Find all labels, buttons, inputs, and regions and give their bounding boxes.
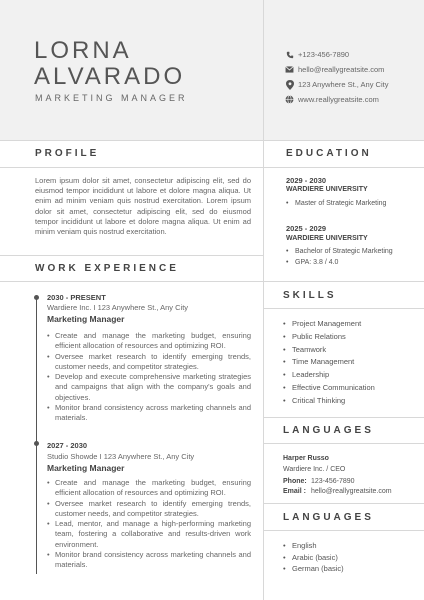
candidate-name <box>34 38 185 90</box>
contact-phone <box>285 50 349 59</box>
languages-heading: LANGUAGES <box>283 512 374 523</box>
job-bullet: • Monitor brand consistency across marketing channels and materials. <box>47 550 251 571</box>
reference-phone-label: Phone: <box>283 478 307 485</box>
address-text: 123 Anywhere St., Any City <box>298 80 389 89</box>
timeline-dot <box>34 295 39 300</box>
edu-item: • GPA: 3.8 / 4.0 <box>286 257 393 268</box>
edu-item: • Bachelor of Strategic Marketing <box>286 246 393 257</box>
edu-item: • Master of Strategic Marketing <box>286 198 386 209</box>
job-bullet: • Create and manage the marketing budget, ensuring efficient allocation of resources and optimizing ROI. <box>47 478 251 499</box>
contact-website <box>285 95 379 104</box>
reference-role: Wardiere Inc. / CEO <box>283 466 346 473</box>
phone-icon <box>285 50 294 59</box>
divider-reference-bottom <box>264 443 424 444</box>
skill-item: • Effective Communication <box>283 382 375 395</box>
divider-work-top <box>0 255 263 256</box>
job-bullet: • Oversee market research to identify emerging trends, customer needs, and competitor strategies. <box>47 352 251 373</box>
job-company: Wardiere Inc. I 123 Anywhere St., Any City <box>47 303 189 312</box>
job-years: 2027 - 2030 <box>47 441 88 450</box>
email-text: hello@reallygreatsite.com <box>298 65 385 74</box>
job-years: 2030 - PRESENT <box>47 293 106 302</box>
skill-item: • Leadership <box>283 369 375 382</box>
reference-phone-value: 123-456-7890 <box>310 478 355 485</box>
divider-skills-bottom <box>264 308 424 309</box>
language-item: • German (basic) <box>283 563 344 575</box>
contact-email <box>285 65 384 74</box>
skill-item: • Teamwork <box>283 344 375 357</box>
edu-years: 2025 - 2029 <box>286 224 327 233</box>
edu-school: WARDIERE UNIVERSITY <box>286 186 368 193</box>
reference-heading: LANGUAGES <box>283 425 374 436</box>
divider-education-bottom <box>264 167 424 168</box>
job-bullet: • Develop and execute comprehensive marketing strategies and campaigns that align with the company's goals and objectives. <box>47 372 251 403</box>
job-bullets <box>47 478 251 571</box>
skill-item: • Project Management <box>283 318 375 331</box>
divider-reference-top <box>264 417 424 418</box>
column-divider <box>263 0 264 600</box>
profile-text: Lorem ipsum dolor sit amet, consectetur adipiscing elit, sed do eiusmod tempor incididunt ut labore et dolore magna aliqua. Ut enim ad minim veniam quis nostrud exercitation. Lorem ipsum dolor sit amet, consectetur adipiscing elit, sed do eiusmod tempor incididunt ut labore et dolore magna aliqua. Ut enim ad minim veniam quis nostrud exercitation. <box>35 176 251 237</box>
reference-name: Harper Russo <box>283 455 329 462</box>
edu-years: 2029 - 2030 <box>286 176 327 185</box>
job-title: Marketing Manager <box>47 463 125 473</box>
reference-phone <box>283 478 355 485</box>
mail-icon <box>285 65 294 74</box>
edu-items <box>286 198 386 209</box>
website-text: www.reallygreatsite.com <box>298 95 379 104</box>
job-bullet: • Oversee market research to identify emerging trends, customer needs, and competitor strategies. <box>47 499 251 520</box>
job-bullet: • Create and manage the marketing budget, ensuring efficient allocation of resources and optimizing ROI. <box>47 331 251 352</box>
language-item: • Arabic (basic) <box>283 552 344 564</box>
work-experience-heading: WORK EXPERIENCE <box>35 263 179 274</box>
divider-languages-bottom <box>264 530 424 531</box>
reference-email-label: Email : <box>283 488 306 495</box>
skills-list <box>283 318 375 408</box>
job-role: MARKETING MANAGER <box>35 93 188 103</box>
reference-email-value: hello@reallygreatsite.com <box>310 488 392 495</box>
divider-profile-top <box>0 140 424 141</box>
phone-text: +123-456-7890 <box>298 50 350 59</box>
edu-school: WARDIERE UNIVERSITY <box>286 235 368 242</box>
job-bullets <box>47 331 251 424</box>
job-bullet: • Lead, mentor, and manage a high-performing marketing team, fostering a collaborative and results-driven work environment. <box>47 519 251 550</box>
globe-icon <box>285 95 294 104</box>
last-name: ALVARADO <box>34 63 186 90</box>
divider-languages-top <box>264 503 424 504</box>
profile-heading: PROFILE <box>35 148 100 159</box>
job-title: Marketing Manager <box>47 314 125 324</box>
skill-item: • Time Management <box>283 356 375 369</box>
skills-heading: SKILLS <box>283 290 337 301</box>
divider-profile-bottom <box>0 167 263 168</box>
timeline-dot <box>34 441 39 446</box>
timeline-line <box>36 298 37 574</box>
education-heading: EDUCATION <box>286 148 372 159</box>
job-bullet: • Monitor brand consistency across marketing channels and materials. <box>47 403 251 424</box>
divider-work-bottom <box>0 281 263 282</box>
skill-item: • Public Relations <box>283 331 375 344</box>
language-item: • English <box>283 540 344 552</box>
divider-skills-top <box>264 281 424 282</box>
job-company: Studio Showde I 123 Anywhere St., Any City <box>47 452 195 461</box>
reference-email <box>283 488 392 495</box>
edu-items <box>286 246 393 268</box>
contact-address <box>285 80 388 89</box>
location-pin-icon <box>285 80 294 89</box>
first-name: LORNA <box>34 37 132 64</box>
skill-item: • Critical Thinking <box>283 395 375 408</box>
languages-list <box>283 540 344 575</box>
